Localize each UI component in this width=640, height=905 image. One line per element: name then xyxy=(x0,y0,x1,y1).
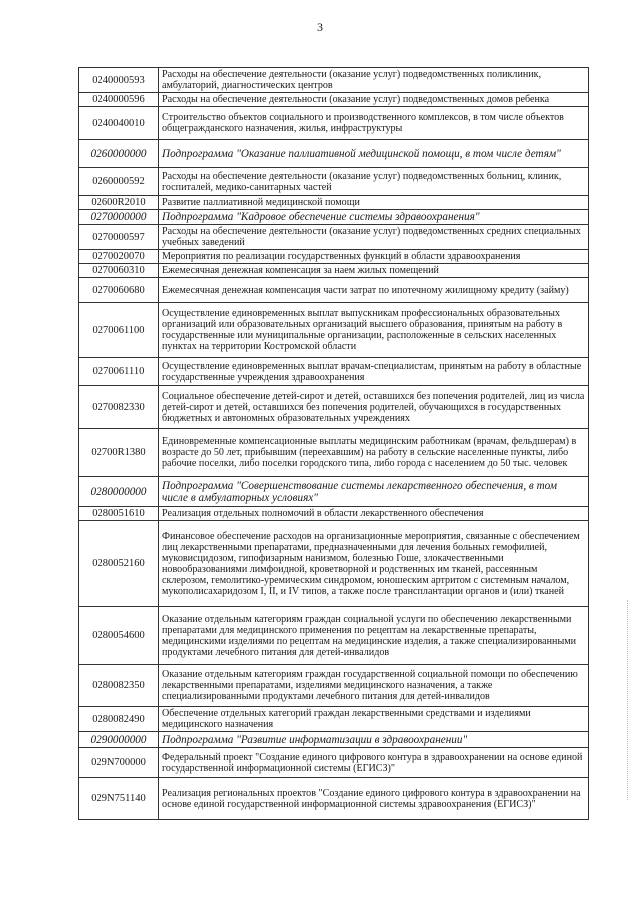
subprogram-row xyxy=(79,477,589,507)
row-code: 0270060310 xyxy=(79,264,159,278)
row-code: 0270082330 xyxy=(79,386,159,429)
row-code: 0280000000 xyxy=(79,477,159,507)
table-row xyxy=(79,429,589,477)
table-row xyxy=(79,225,589,250)
row-code: 0270061100 xyxy=(79,303,159,358)
row-description: Ежемесячная денежная компенсация за наем жилых помещений xyxy=(159,264,589,278)
row-description: Обеспечение отдельных категорий граждан лекарственными средствами и изделиями медицинского назначения xyxy=(159,707,589,732)
table-row xyxy=(79,93,589,107)
row-description: Финансовое обеспечение расходов на организационные мероприятия, связанные с обеспечением лиц лекарственными препаратами, предназначенными для лечения больных гемофилией, муковисцидозом, гипофизарным нанизмом, болезнью Гоше, злокачественными новообразованиями лимфоидной, кроветворной и родственных им тканей, рассеянным склерозом, гемолитико-уремическим синдромом, юношеским артритом с системным началом, мукополисахаридозом I, II, и IV типов, а также после трансплантации органов и (или) тканей xyxy=(159,521,589,607)
subprogram-row xyxy=(79,210,589,225)
row-description: Расходы на обеспечение деятельности (оказание услуг) подведомственных домов ребенка xyxy=(159,93,589,107)
row-code: 0240040010 xyxy=(79,107,159,140)
row-description: Осуществление единовременных выплат выпускникам профессиональных образовательных организаций или образовательных организаций высшего образования, принятым на работу в государственные или муниципальные организации, расположенные в сельских населенных пунктах на территории Костромской области xyxy=(159,303,589,358)
row-description: Расходы на обеспечение деятельности (оказание услуг) подведомственных поликлиник, амбулаторий, диагностических центров xyxy=(159,68,589,93)
row-description: Единовременные компенсационные выплаты медицинским работникам (врачам, фельдшерам) в возрасте до 50 лет, прибывшим (переехавшим) на работу в сельские населенные пункты, либо рабочие поселки, либо поселки городского типа, либо города с населением до 50 тыс. человек xyxy=(159,429,589,477)
row-description: Подпрограмма "Оказание паллиативной медицинской помощи, в том числе детям" xyxy=(159,140,589,168)
row-code: 0270000000 xyxy=(79,210,159,225)
table-row xyxy=(79,107,589,140)
row-code: 0280082350 xyxy=(79,665,159,707)
budget-codes-table xyxy=(78,67,589,820)
table-row xyxy=(79,507,589,521)
row-code: 0270020070 xyxy=(79,250,159,264)
row-description: Подпрограмма "Совершенствование системы лекарственного обеспечения, в том числе в амбулаторных условиях" xyxy=(159,477,589,507)
row-description: Реализация региональных проектов "Создание единого цифрового контура в здравоохранении на основе единой государственной информационной системы здравоохранения (ЕГИСЗ)" xyxy=(159,778,589,820)
table-row xyxy=(79,278,589,303)
page-number: 3 xyxy=(317,20,323,34)
row-code: 0270061110 xyxy=(79,358,159,386)
row-code: 0260000592 xyxy=(79,168,159,196)
row-code: 029N700000 xyxy=(79,748,159,778)
row-code: 029N751140 xyxy=(79,778,159,820)
row-code: 0270000597 xyxy=(79,225,159,250)
row-code: 02600R2010 xyxy=(79,196,159,210)
row-code: 0240000596 xyxy=(79,93,159,107)
row-description: Федеральный проект "Создание единого цифрового контура в здравоохранении на основе единой государственной информационной системы (ЕГИСЗ)" xyxy=(159,748,589,778)
table-row xyxy=(79,778,589,820)
table-row xyxy=(79,665,589,707)
table-body xyxy=(79,68,589,820)
row-code: 0260000000 xyxy=(79,140,159,168)
table-row xyxy=(79,303,589,358)
row-code: 0280082490 xyxy=(79,707,159,732)
row-code: 02700R1380 xyxy=(79,429,159,477)
row-description: Ежемесячная денежная компенсация части затрат по ипотечному жилищному кредиту (займу) xyxy=(159,278,589,303)
row-description: Строительство объектов социального и производственного комплексов, в том числе объектов общегражданского назначения, жилья, инфраструктуры xyxy=(159,107,589,140)
subprogram-row xyxy=(79,732,589,748)
table-row xyxy=(79,264,589,278)
table-row xyxy=(79,521,589,607)
table-row xyxy=(79,68,589,93)
table-row xyxy=(79,748,589,778)
row-description: Реализация отдельных полномочий в области лекарственного обеспечения xyxy=(159,507,589,521)
margin-mark xyxy=(627,600,630,800)
row-description: Подпрограмма "Развитие информатизации в здравоохранении" xyxy=(159,732,589,748)
row-code: 0290000000 xyxy=(79,732,159,748)
table-row xyxy=(79,386,589,429)
row-description: Подпрограмма "Кадровое обеспечение системы здравоохранения" xyxy=(159,210,589,225)
table-row xyxy=(79,707,589,732)
row-description: Оказание отдельным категориям граждан социальной услуги по обеспечению лекарственными препаратами для медицинского применения по рецептам на лекарственные препараты, медицинскими изделиями по рецептам на медицинские изделия, а также специализированными продуктами лечебного питания для детей-инвалидов xyxy=(159,607,589,665)
row-description: Осуществление единовременных выплат врачам-специалистам, принятым на работу в областные государственные учреждения здравоохранения xyxy=(159,358,589,386)
row-code: 0280054600 xyxy=(79,607,159,665)
row-description: Мероприятия по реализации государственных функций в области здравоохранения xyxy=(159,250,589,264)
row-description: Социальное обеспечение детей-сирот и детей, оставшихся без попечения родителей, лиц из числа детей-сирот и детей, оставшихся без попечения родителей, обучающихся в государственных бюджетных и автономных образовательных учреждениях xyxy=(159,386,589,429)
row-description: Развитие паллиативной медицинской помощи xyxy=(159,196,589,210)
row-code: 0270060680 xyxy=(79,278,159,303)
row-description: Оказание отдельным категориям граждан государственной социальной помощи по обеспечению лекарственными препаратами, изделиями медицинского назначения, а также специализированными продуктами лечебного питания для детей-инвалидов xyxy=(159,665,589,707)
table-row xyxy=(79,196,589,210)
row-description: Расходы на обеспечение деятельности (оказание услуг) подведомственных больниц, клиник, госпиталей, медико-санитарных частей xyxy=(159,168,589,196)
table-row xyxy=(79,607,589,665)
table-row xyxy=(79,358,589,386)
table-row xyxy=(79,168,589,196)
row-description: Расходы на обеспечение деятельности (оказание услуг) подведомственных средних специальных учебных заведений xyxy=(159,225,589,250)
subprogram-row xyxy=(79,140,589,168)
row-code: 0280051610 xyxy=(79,507,159,521)
table-row xyxy=(79,250,589,264)
row-code: 0280052160 xyxy=(79,521,159,607)
row-code: 0240000593 xyxy=(79,68,159,93)
